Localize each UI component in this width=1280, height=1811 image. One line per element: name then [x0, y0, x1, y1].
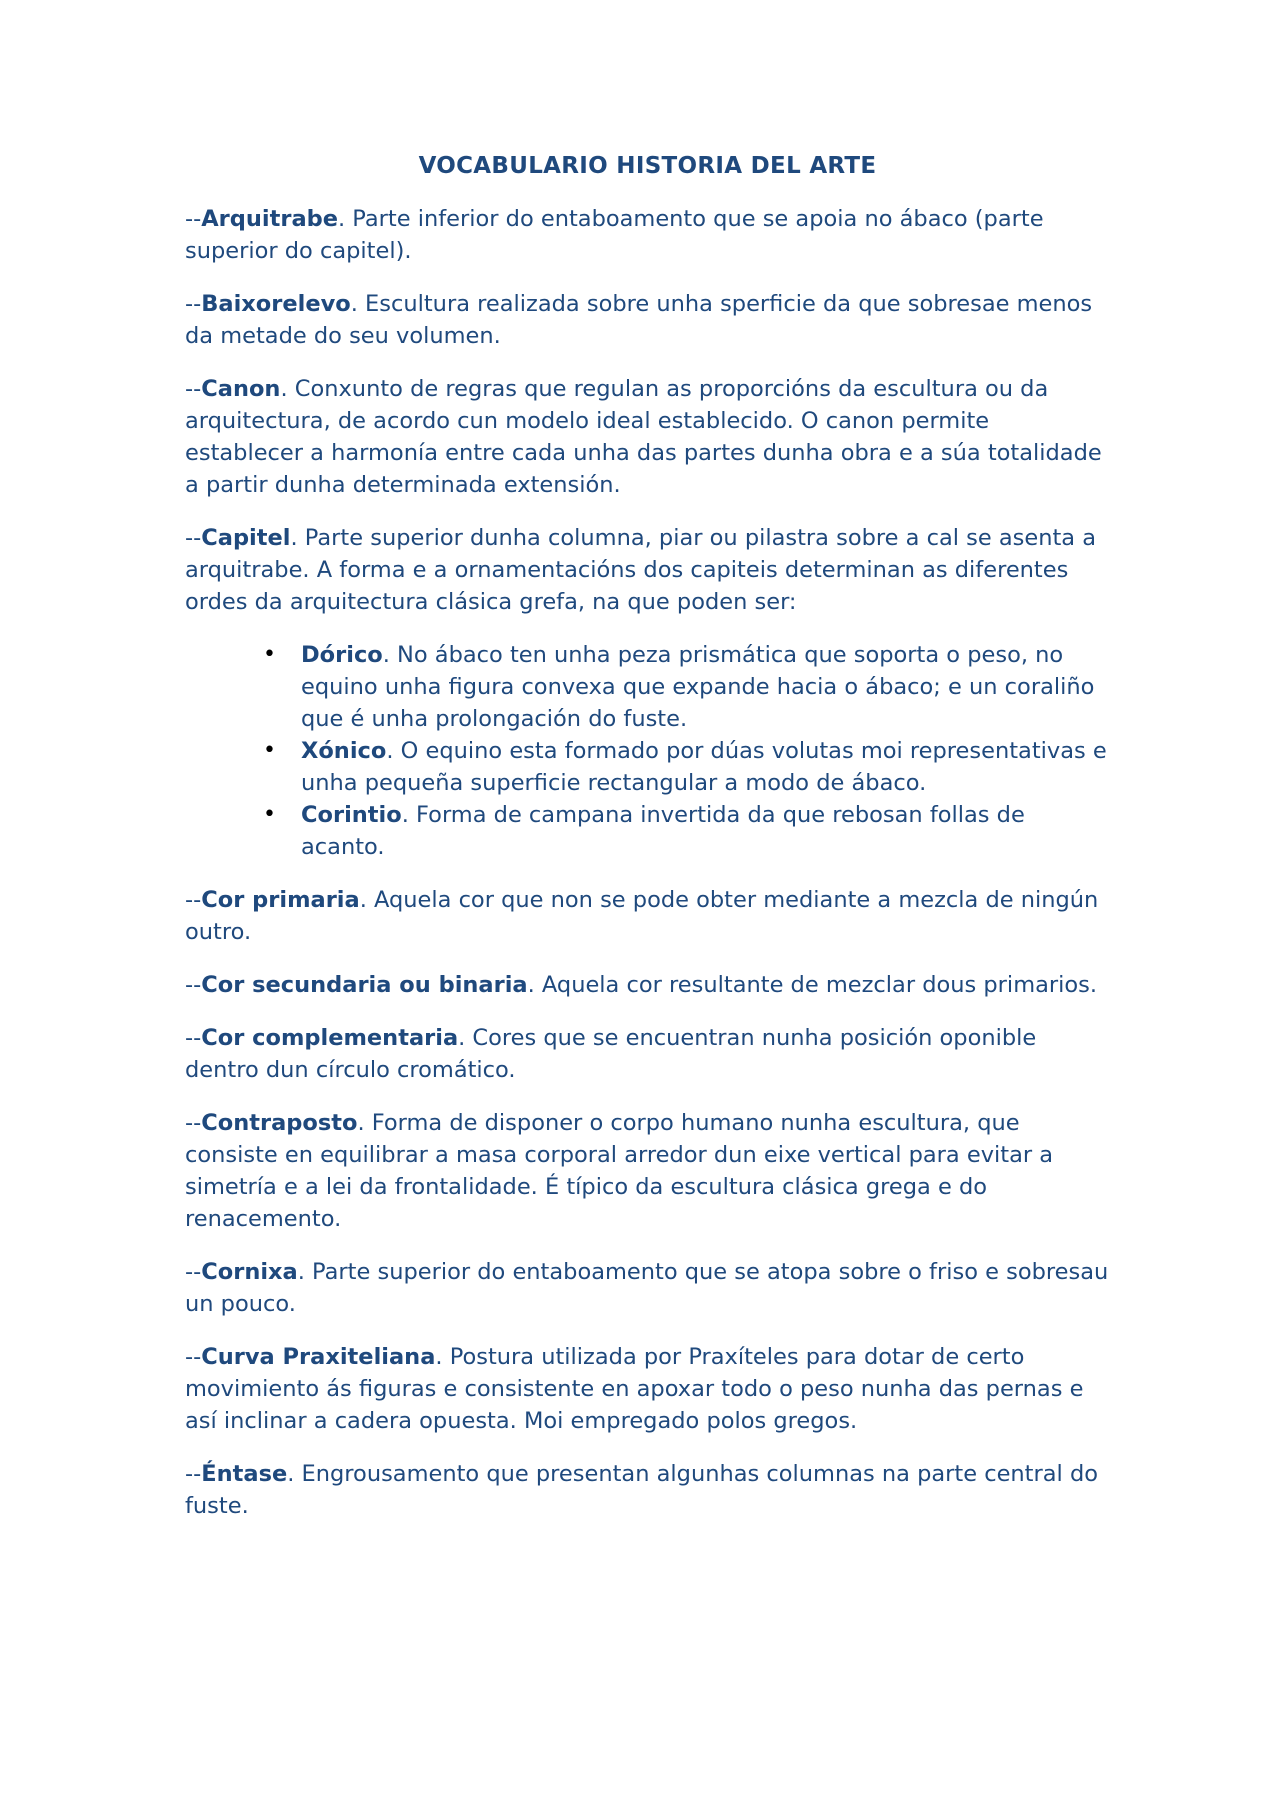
entry-prefix: --	[185, 887, 202, 913]
list-item-dorico	[185, 639, 1110, 735]
entry-capitel	[185, 522, 1110, 618]
entry-term: Baixorelevo	[201, 291, 351, 317]
entry-definition: . Engrousamento que presentan algunhas columnas na parte central do fuste.	[185, 1461, 1098, 1519]
entry-term: Cor secundaria ou binaria	[201, 972, 528, 998]
entry-definition: . Escultura realizada sobre unha sperficie da que sobresae menos da metade do seu volumen.	[185, 291, 1093, 349]
entry-prefix: --	[185, 525, 202, 551]
document-page	[185, 150, 1110, 1543]
entry-term: Canon	[201, 376, 281, 402]
entry-prefix: --	[185, 376, 202, 402]
entry-prefix: --	[185, 291, 202, 317]
entry-cor-secundaria	[185, 969, 1110, 1001]
entry-term: Capitel	[201, 525, 291, 551]
list-item-xonico	[185, 735, 1110, 799]
entry-baixorelevo	[185, 288, 1110, 352]
bullet-icon: •	[263, 738, 276, 763]
entry-cor-primaria	[185, 884, 1110, 948]
bullet-icon: •	[263, 802, 276, 827]
entry-definition: . Cores que se encuentran nunha posición oponible dentro dun círculo cromático.	[185, 1025, 1037, 1083]
entry-term: Curva Praxiteliana	[201, 1344, 436, 1370]
entry-definition: . Conxunto de regras que regulan as proporcións da escultura ou da arquitectura, de acordo cun modelo ideal establecido. O canon permite establecer a harmonía entre cada unha das partes dunha obra e a súa totalidade a partir dunha determinada extensión.	[185, 376, 1102, 498]
entry-prefix: --	[185, 1259, 202, 1285]
entry-definition: . Forma de disponer o corpo humano nunha escultura, que consiste en equilibrar a masa corporal arredor dun eixe vertical para evitar a simetría e a lei da frontalidade. É típico da escultura clásica grega e do renacemento.	[185, 1110, 1054, 1232]
entry-term: Éntase	[201, 1461, 288, 1487]
order-term: Dórico	[301, 642, 383, 668]
entry-definition: . Aquela cor que non se pode obter mediante a mezcla de ningún outro.	[185, 887, 1099, 945]
entry-definition: . Parte inferior do entaboamento que se apoia no ábaco (parte superior do capitel).	[185, 206, 1044, 264]
entry-prefix: --	[185, 1110, 202, 1136]
entry-definition: . Parte superior do entaboamento que se atopa sobre o friso e sobresau un pouco.	[185, 1259, 1109, 1317]
entry-canon	[185, 373, 1110, 501]
entry-term: Contraposto	[201, 1110, 358, 1136]
entry-prefix: --	[185, 206, 202, 232]
document-title: VOCABULARIO HISTORIA DEL ARTE	[418, 153, 877, 179]
entry-prefix: --	[185, 1025, 202, 1051]
entry-definition: . Parte superior dunha columna, piar ou pilastra sobre a cal se asenta a arquitrabe. A forma e a ornamentacións dos capiteis determinan as diferentes ordes da arquitectura clásica grefa, na que poden ser:	[185, 525, 1097, 615]
entry-cornixa	[185, 1256, 1110, 1320]
list-item-corintio	[185, 799, 1110, 863]
entry-prefix: --	[185, 1344, 202, 1370]
order-definition: . O equino esta formado por dúas volutas moi representativas e unha pequeña superficie rectangular a modo de ábaco.	[301, 738, 1107, 796]
entry-term: Arquitrabe	[201, 206, 338, 232]
entry-term: Cor complementaria	[201, 1025, 459, 1051]
entry-entase	[185, 1458, 1110, 1522]
entry-cor-complementaria	[185, 1022, 1110, 1086]
bullet-icon: •	[263, 642, 276, 667]
entry-prefix: --	[185, 1461, 202, 1487]
order-term: Corintio	[301, 802, 402, 828]
entry-definition: . Aquela cor resultante de mezclar dous primarios.	[527, 972, 1098, 998]
entry-curva-praxiteliana	[185, 1341, 1110, 1437]
order-definition: . No ábaco ten unha peza prismática que soporta o peso, no equino unha figura convexa que expande hacia o ábaco; e un coraliño que é unha prolongación do fuste.	[301, 642, 1095, 732]
entry-arquitrabe	[185, 203, 1110, 267]
capital-orders-list	[185, 639, 1110, 863]
entry-prefix: --	[185, 972, 202, 998]
entry-term: Cor primaria	[201, 887, 360, 913]
entry-contraposto	[185, 1107, 1110, 1235]
entry-term: Cornixa	[201, 1259, 298, 1285]
order-definition: . Forma de campana invertida da que rebosan follas de acanto.	[301, 802, 1025, 860]
order-term: Xónico	[301, 738, 387, 764]
entry-definition: . Postura utilizada por Praxíteles para dotar de certo movimiento ás figuras e consistente en apoxar todo o peso nunha das pernas e así inclinar a cadera opuesta. Moi empregado polos gregos.	[185, 1344, 1084, 1434]
